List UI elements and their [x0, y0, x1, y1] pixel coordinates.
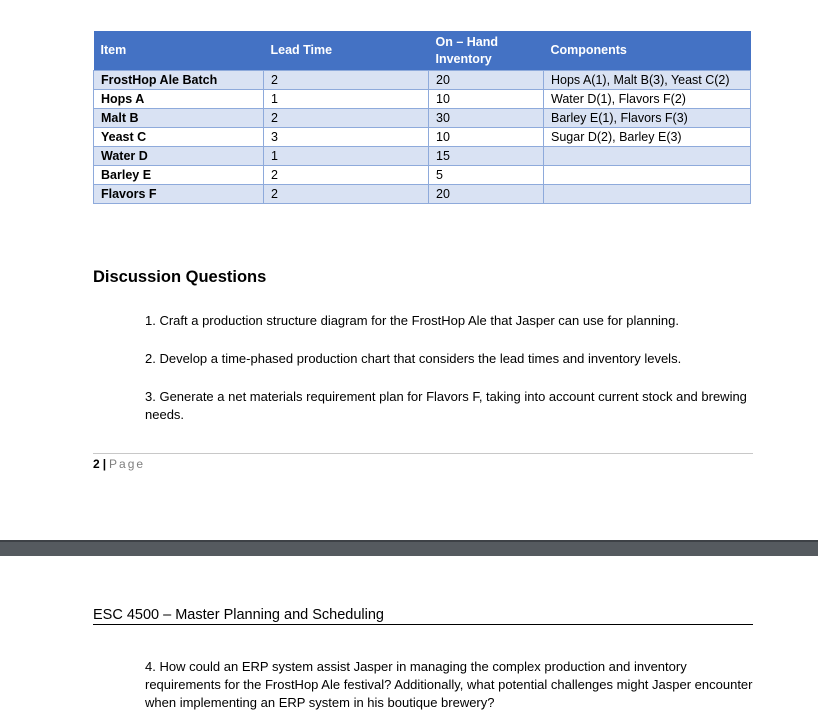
cell-item: Malt B — [94, 109, 264, 128]
cell-components — [544, 147, 751, 166]
running-header: ESC 4500 – Master Planning and Scheduling — [93, 607, 753, 625]
table-row — [94, 128, 751, 147]
header-on-hand-inventory: On – Hand Inventory — [429, 31, 544, 71]
header-components: Components — [544, 31, 751, 71]
cell-on-hand: 5 — [429, 166, 544, 185]
question-2: 2. Develop a time-phased production chart that considers the lead times and inventory levels. — [145, 351, 682, 366]
question-4: 4. How could an ERP system assist Jasper in managing the complex production and inventory requirements for the FrostHop Ale festival? Additionally, what potential challenges might Jasper encounter when implementing an ERP system in his boutique brewery? — [145, 659, 753, 710]
header-lead-time: Lead Time — [264, 31, 429, 71]
table-row — [94, 109, 751, 128]
cell-item: Hops A — [94, 90, 264, 109]
cell-components: Barley E(1), Flavors F(3) — [544, 109, 751, 128]
table-row — [94, 166, 751, 185]
header-item: Item — [94, 31, 264, 71]
footer-divider — [93, 453, 753, 454]
cell-item: Water D — [94, 147, 264, 166]
table-header-row — [94, 31, 751, 71]
table-row — [94, 90, 751, 109]
page-break — [0, 540, 818, 556]
cell-lead-time: 3 — [264, 128, 429, 147]
cell-lead-time: 2 — [264, 166, 429, 185]
question-3: 3. Generate a net materials requirement plan for Flavors F, taking into account current stock and brewing needs. — [145, 389, 747, 422]
cell-components: Hops A(1), Malt B(3), Yeast C(2) — [544, 71, 751, 90]
cell-lead-time: 2 — [264, 109, 429, 128]
footer-separator: | — [102, 457, 107, 471]
table-row — [94, 185, 751, 204]
cell-on-hand: 20 — [429, 185, 544, 204]
cell-item: FrostHop Ale Batch — [94, 71, 264, 90]
question-1: 1. Craft a production structure diagram for the FrostHop Ale that Jasper can use for planning. — [145, 313, 680, 328]
cell-on-hand: 10 — [429, 90, 544, 109]
cell-on-hand: 30 — [429, 109, 544, 128]
bill-of-materials-table — [93, 31, 751, 204]
cell-item: Flavors F — [94, 185, 264, 204]
cell-lead-time: 1 — [264, 147, 429, 166]
cell-components: Water D(1), Flavors F(2) — [544, 90, 751, 109]
cell-lead-time: 1 — [264, 90, 429, 109]
cell-on-hand: 20 — [429, 71, 544, 90]
cell-item: Yeast C — [94, 128, 264, 147]
cell-lead-time: 2 — [264, 185, 429, 204]
cell-on-hand: 15 — [429, 147, 544, 166]
table-row — [94, 71, 751, 90]
cell-components — [544, 185, 751, 204]
cell-lead-time: 2 — [264, 71, 429, 90]
cell-on-hand: 10 — [429, 128, 544, 147]
cell-components — [544, 166, 751, 185]
cell-components: Sugar D(2), Barley E(3) — [544, 128, 751, 147]
cell-item: Barley E — [94, 166, 264, 185]
table-row — [94, 147, 751, 166]
page-label: Page — [109, 457, 146, 471]
page-footer — [93, 457, 145, 471]
page-number: 2 — [93, 457, 100, 471]
discussion-questions-heading: Discussion Questions — [93, 268, 267, 286]
document-page-2 — [0, 556, 818, 720]
